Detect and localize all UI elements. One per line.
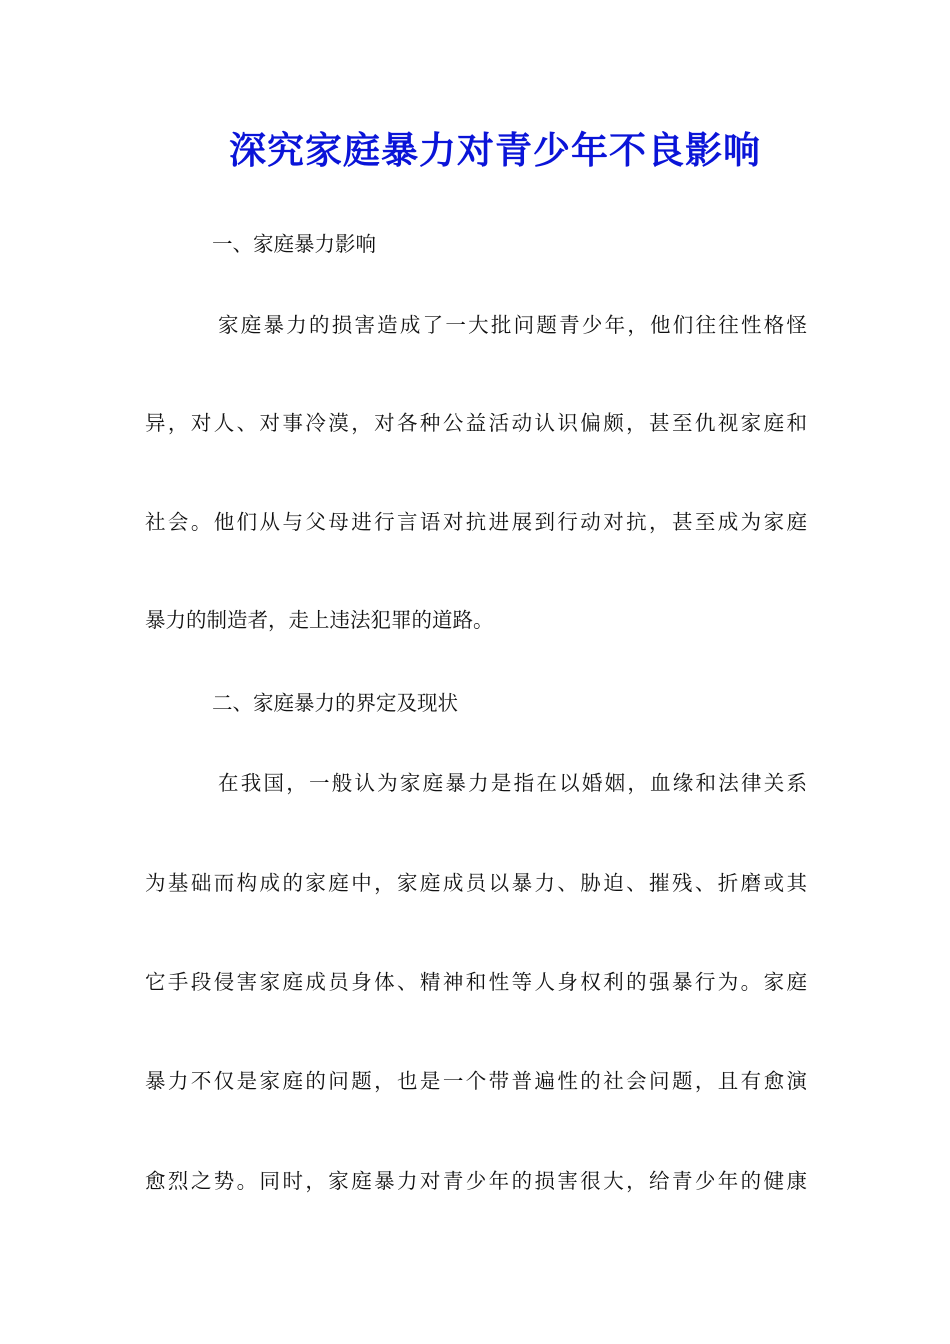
paragraph-line: 家庭暴力的损害造成了一大批问题青少年，他们往往性格怪 [218,313,807,337]
paragraph-line: 暴力的制造者，走上违法犯罪的道路。 [145,608,494,632]
paragraph-line: 它手段侵害家庭成员身体、精神和性等人身权利的强暴行为。家庭 [145,970,807,994]
document-title: 深究家庭暴力对青少年不良影响 [229,128,761,172]
paragraph-line: 异，对人、对事冷漠，对各种公益活动认识偏颇，甚至仇视家庭和 [145,411,807,435]
paragraph-line: 社会。他们从与父母进行言语对抗进展到行动对抗，甚至成为家庭 [145,510,807,534]
section-heading-2: 二、家庭暴力的界定及现状 [212,691,458,715]
paragraph-line: 愈烈之势。同时，家庭暴力对青少年的损害很大，给青少年的健康 [145,1169,807,1193]
paragraph-line: 为基础而构成的家庭中，家庭成员以暴力、胁迫、摧残、折磨或其 [145,871,807,895]
paragraph-line: 在我国，一般认为家庭暴力是指在以婚姻，血缘和法律关系 [218,771,807,795]
paragraph-line: 暴力不仅是家庭的问题，也是一个带普遍性的社会问题，且有愈演 [145,1069,807,1093]
section-heading-1: 一、家庭暴力影响 [212,232,376,256]
